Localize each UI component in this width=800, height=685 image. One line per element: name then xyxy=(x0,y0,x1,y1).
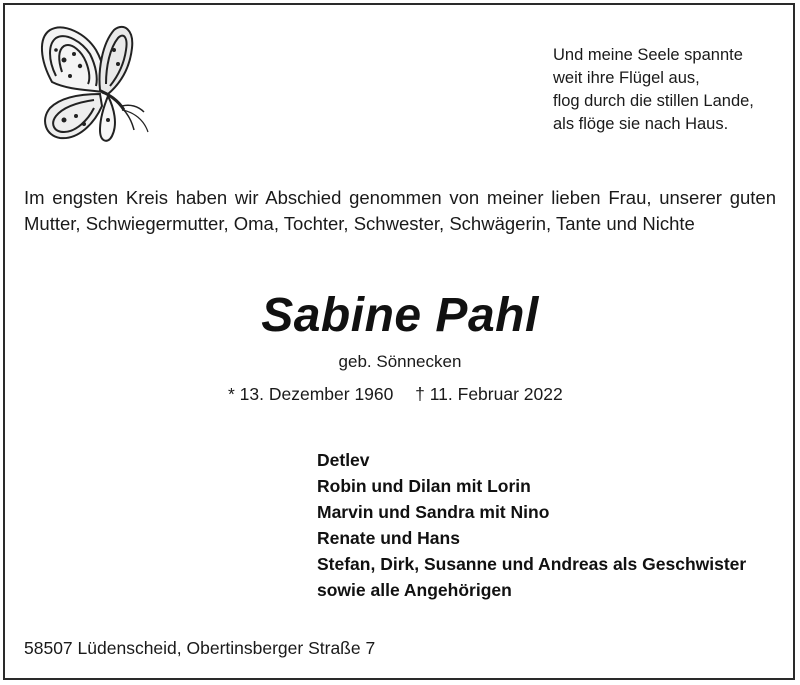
poem-line: als flöge sie nach Haus. xyxy=(553,115,729,133)
mourner: sowie alle Angehörigen xyxy=(317,580,512,600)
birth-name: geb. Sönnecken xyxy=(338,352,462,371)
poem-line: Und meine Seele spannte xyxy=(553,46,743,64)
mourner: Marvin und Sandra mit Nino xyxy=(317,502,550,522)
deceased-name: Sabine Pahl xyxy=(261,289,539,342)
poem-line: weit ihre Flügel aus, xyxy=(553,69,700,87)
mourner: Stefan, Dirk, Susanne und Andreas als Geschwister xyxy=(317,554,747,574)
mourners-list xyxy=(317,447,746,603)
mourner: Robin und Dilan mit Lorin xyxy=(317,476,531,496)
butterfly-icon xyxy=(34,20,152,150)
poem xyxy=(553,44,754,136)
mourner: Detlev xyxy=(317,450,370,470)
intro-text: Im engsten Kreis haben wir Abschied genommen von meiner lieben Frau, unserer guten Mutter, Schwiegermutter, Oma, Tochter, Schwester, Schwägerin, Tante und Nichte xyxy=(24,187,776,234)
death-date: † 11. Februar 2022 xyxy=(415,384,563,404)
life-dates xyxy=(228,384,563,405)
birth-date: * 13. Dezember 1960 xyxy=(228,384,394,404)
mourner: Renate und Hans xyxy=(317,528,460,548)
address: 58507 Lüdenscheid, Obertinsberger Straße 7 xyxy=(24,638,376,658)
poem-line: flog durch die stillen Lande, xyxy=(553,92,754,110)
